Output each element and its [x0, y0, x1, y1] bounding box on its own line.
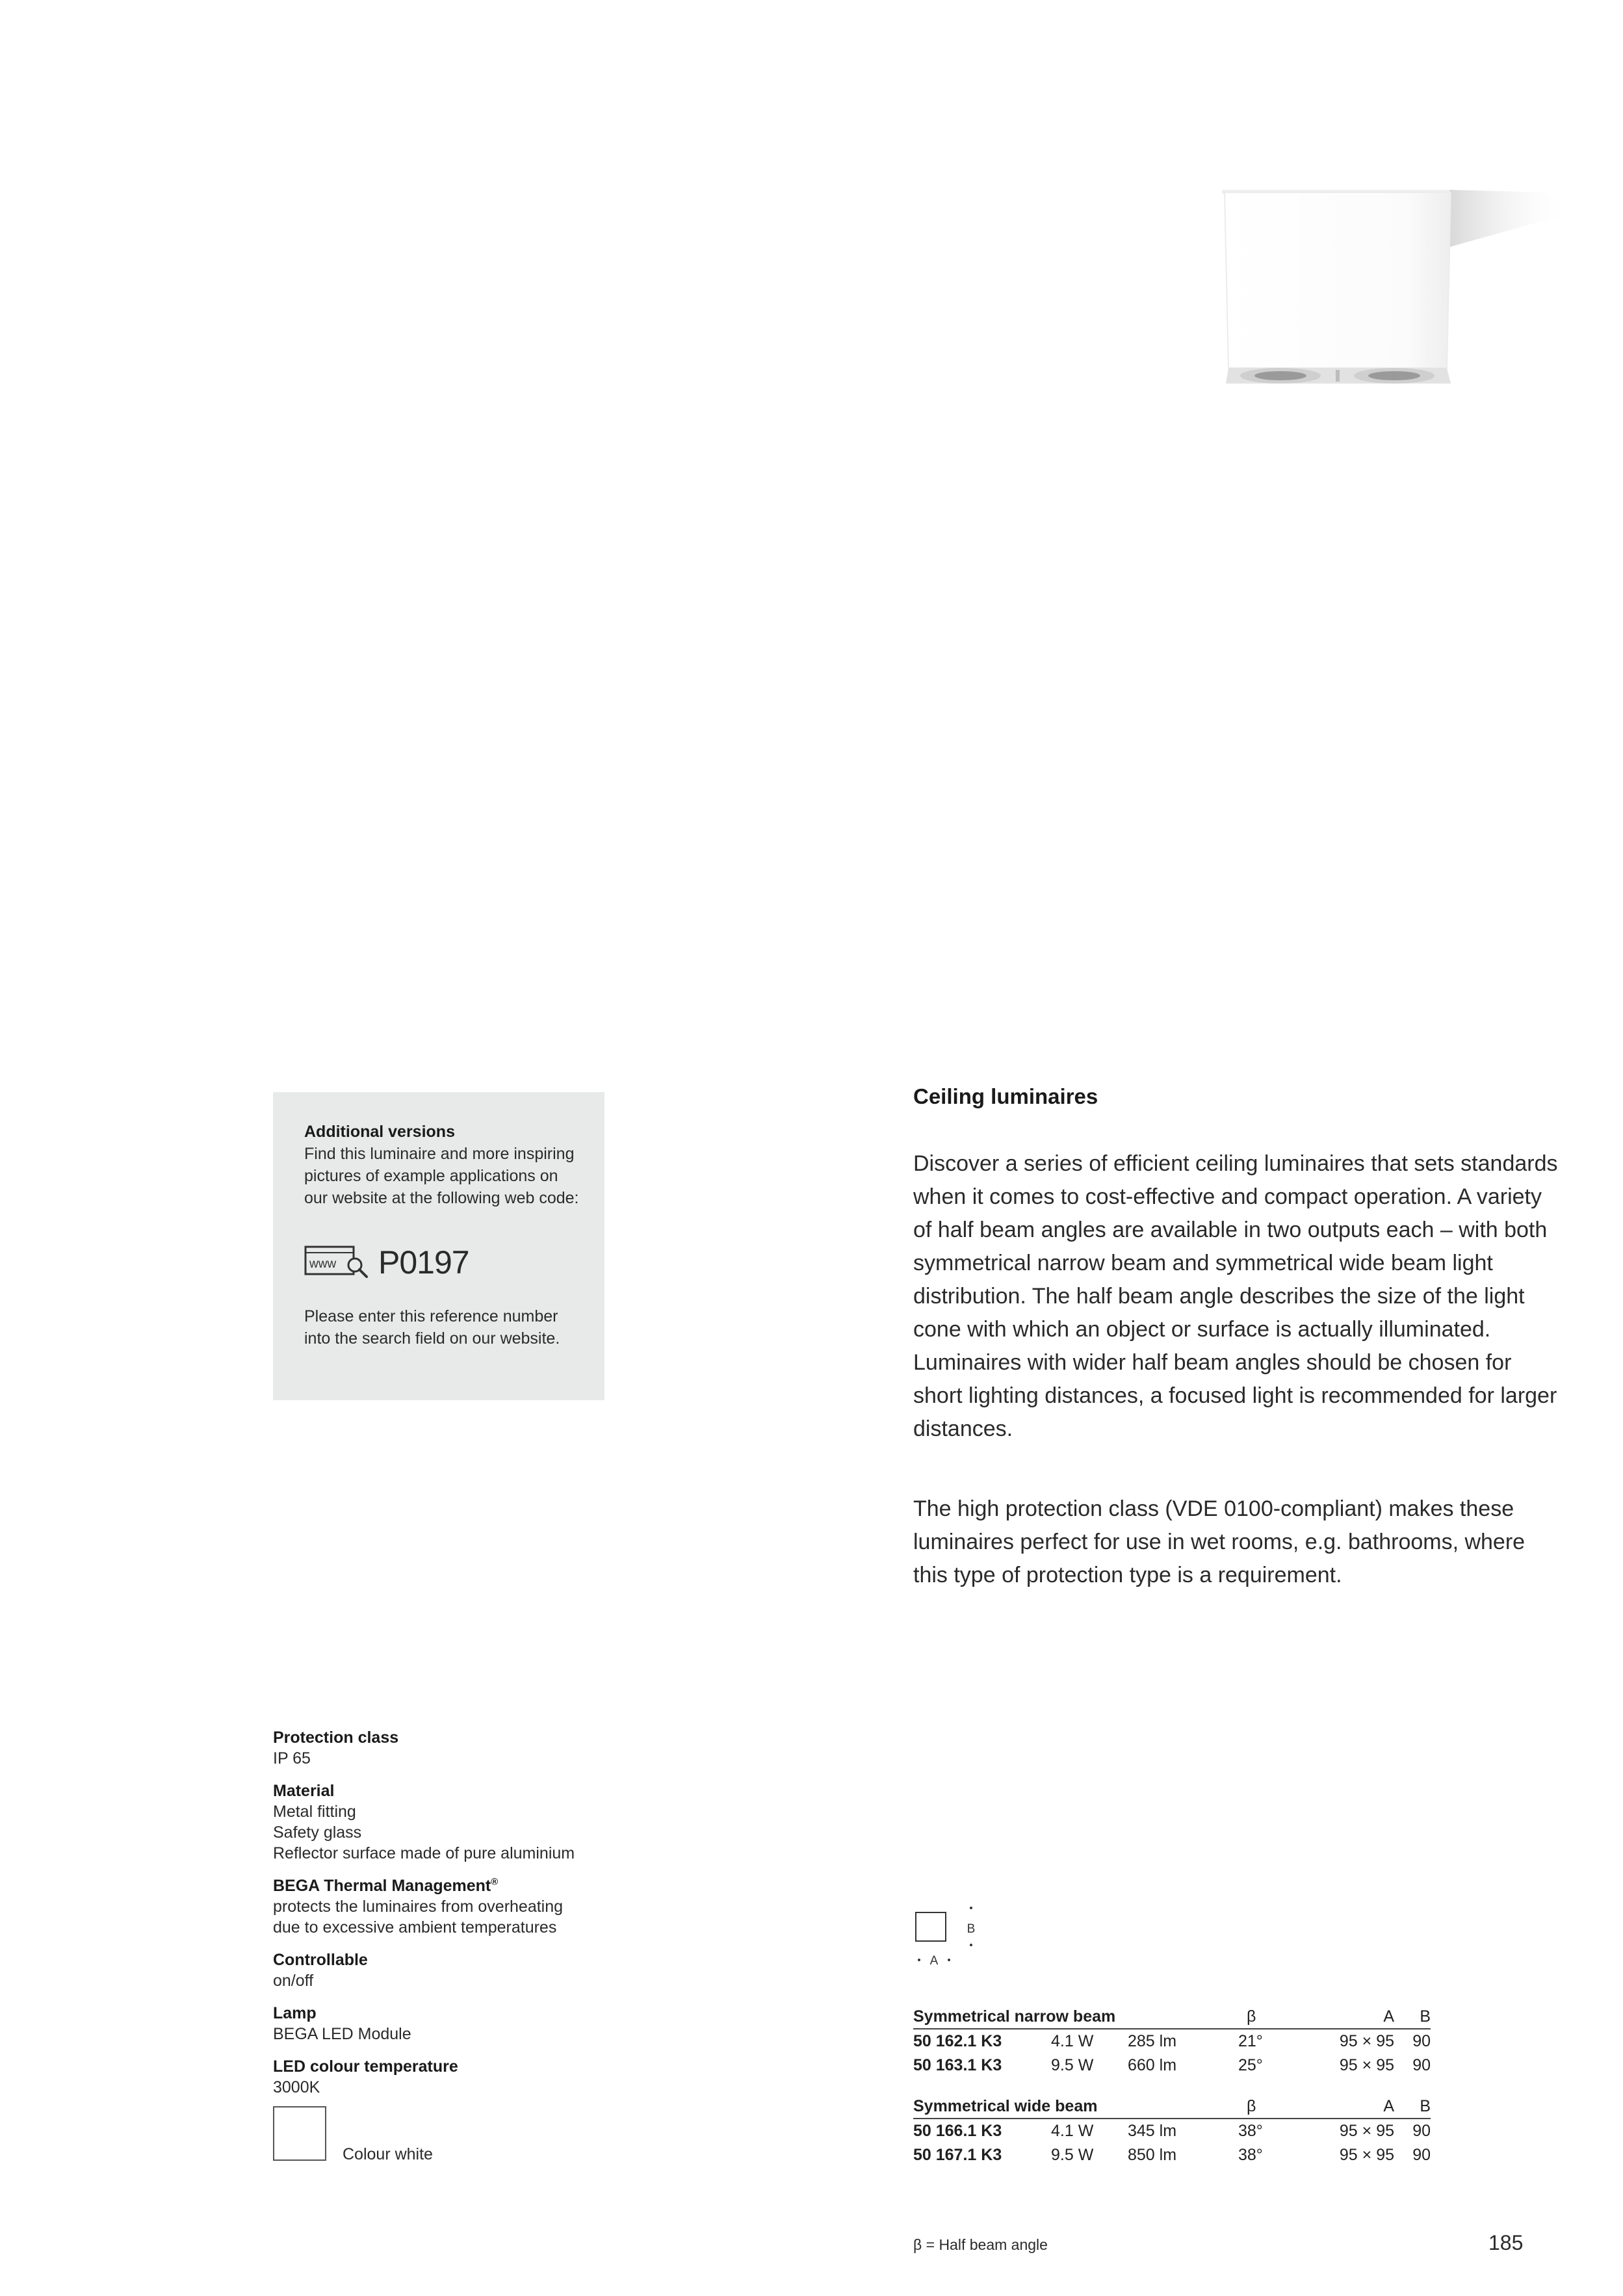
spec-label: Controllable [273, 1951, 368, 1969]
dimension-diagram [914, 1903, 985, 1968]
spec-controllable [273, 1950, 663, 1991]
table-title: Symmetrical wide beam [913, 2097, 1098, 2115]
b-header: B [1420, 2097, 1431, 2115]
wattage: 4.1 W [1051, 2032, 1094, 2050]
lumen: 285 lm [1128, 2032, 1177, 2050]
dimension-b: 90 [1412, 2056, 1431, 2074]
spec-label: Protection class [273, 1729, 399, 1747]
beam-angle: 38° [1238, 2122, 1263, 2140]
dimension-label-a: A [929, 1954, 939, 1968]
article-number: 50 166.1 K3 [913, 2122, 1002, 2140]
beam-angle: 38° [1238, 2146, 1263, 2164]
spec-label-text: BEGA Thermal Management [273, 1877, 491, 1895]
spec-label [273, 1875, 663, 1896]
spec-label: Material [273, 1782, 335, 1800]
lumen: 850 lm [1128, 2146, 1177, 2164]
b-header: B [1420, 2007, 1431, 2026]
footnote: β = Half beam angle [913, 2236, 1048, 2253]
table-row [913, 2119, 1431, 2143]
page-number: 185 [1488, 2231, 1524, 2254]
table-title: Symmetrical narrow beam [913, 2007, 1116, 2026]
web-code[interactable] [304, 1244, 469, 1281]
spec-material [273, 1781, 663, 1864]
lumen: 660 lm [1128, 2056, 1177, 2074]
spec-value: Reflector surface made of pure aluminium [273, 1844, 575, 1862]
spec-colour-temperature [273, 2056, 663, 2098]
info-box-title: Additional versions [304, 1123, 455, 1141]
wide-beam-table [913, 2094, 1431, 2167]
spec-value: due to excessive ambient temperatures [273, 1918, 557, 1937]
spec-value: protects the luminaires from overheating [273, 1898, 564, 1916]
spec-value: 3000K [273, 2078, 320, 2096]
dimension-a: 95 × 95 [1339, 2122, 1394, 2140]
luminaire-outline [916, 1912, 946, 1941]
www-label: www [309, 1257, 337, 1271]
spec-value: BEGA LED Module [273, 2025, 411, 2043]
wattage: 9.5 W [1051, 2146, 1094, 2164]
wattage: 9.5 W [1051, 2056, 1094, 2074]
intro-paragraph-1: Discover a series of efficient ceiling luminaires that sets standards when it comes to cost-effective and compact operation. A variety of half beam angles are available in two outputs each – with both symmetrical narrow beam and symmetrical wide beam light distribution. The half beam angle describes the size of the light cone with which an object or surface is actually illuminated. Luminaires with wider half beam angles should be chosen for short lighting distances, a focused light is recommended for larger distances. [913, 1151, 1558, 1441]
article-number: 50 162.1 K3 [913, 2032, 1002, 2050]
narrow-beam-table [913, 2005, 1431, 2078]
lumen: 345 lm [1128, 2122, 1177, 2140]
spec-value: on/off [273, 1972, 314, 1990]
spec-protection-class [273, 1727, 663, 1769]
dimension-a: 95 × 95 [1339, 2146, 1394, 2164]
a-header: A [1383, 2097, 1394, 2115]
dimension-a: 95 × 95 [1339, 2032, 1394, 2050]
dimension-b: 90 [1412, 2032, 1431, 2050]
table-header [913, 2094, 1431, 2119]
beam-angle: 25° [1238, 2056, 1263, 2074]
spec-lamp [273, 2003, 663, 2044]
beam-angle: 21° [1238, 2032, 1263, 2050]
spec-list [273, 1727, 663, 2109]
colour-label: Colour white [343, 2145, 433, 2163]
wattage: 4.1 W [1051, 2122, 1094, 2140]
web-code-value: P0197 [378, 1244, 469, 1281]
product-image [1209, 189, 1573, 410]
dimension-a: 95 × 95 [1339, 2056, 1394, 2074]
spec-thermal-management [273, 1875, 663, 1938]
spec-label: Lamp [273, 2004, 317, 2022]
website-search-icon [304, 1244, 369, 1281]
spec-label: LED colour temperature [273, 2057, 458, 2076]
dimension-label-b: B [967, 1922, 976, 1936]
article-number: 50 167.1 K3 [913, 2146, 1002, 2164]
colour-swatch-white [273, 2106, 326, 2161]
article-number: 50 163.1 K3 [913, 2056, 1002, 2074]
intro-paragraph-2: The high protection class (VDE 0100-compliant) makes these luminaires perfect for use in wet rooms, e.g. bathrooms, where this type of protection type is a requirement. [913, 1496, 1526, 1587]
beta-header: β [1247, 2007, 1256, 2026]
spec-value: Metal fitting [273, 1803, 356, 1821]
dimension-b: 90 [1412, 2146, 1431, 2164]
registered-mark: ® [491, 1876, 499, 1888]
table-row [913, 2029, 1431, 2054]
info-box-note: Please enter this reference number into the search field on our website. [304, 1307, 560, 1348]
a-header: A [1383, 2007, 1394, 2026]
page-title: Ceiling luminaires [913, 1084, 1098, 1108]
table-row [913, 2054, 1431, 2078]
spec-value: IP 65 [273, 1749, 311, 1768]
beta-header: β [1247, 2097, 1256, 2115]
dimension-b: 90 [1412, 2122, 1431, 2140]
table-header [913, 2005, 1431, 2029]
additional-versions-box [273, 1092, 604, 1400]
table-row [913, 2143, 1431, 2167]
info-box-body: Find this luminaire and more inspiring pictures of example applications on our website at the following web code: [304, 1145, 579, 1207]
spec-value: Safety glass [273, 1823, 362, 1842]
